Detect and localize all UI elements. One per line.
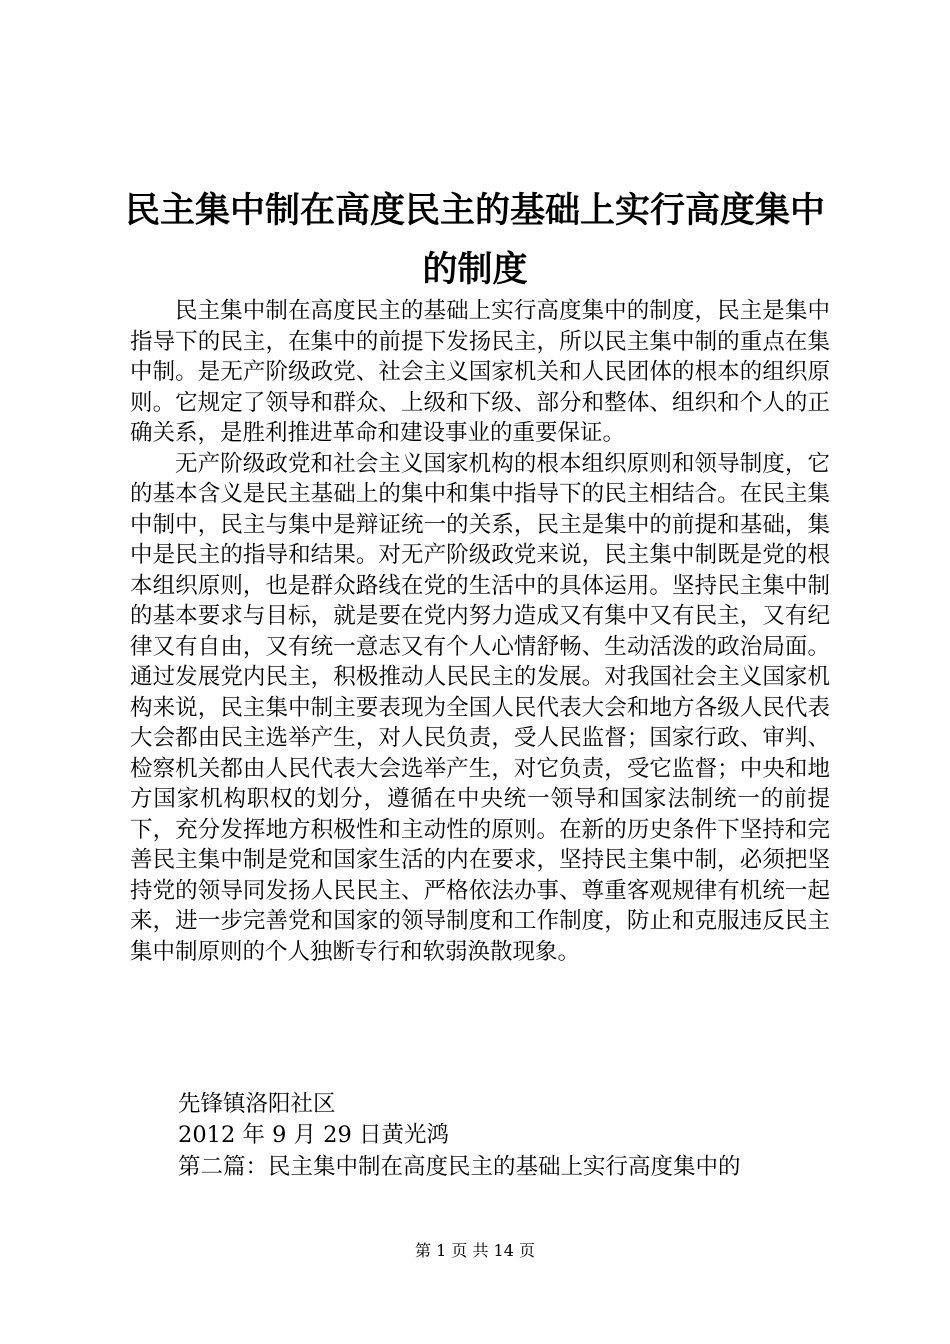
next-section-heading: 第二篇：民主集中制在高度民主的基础上实行高度集中的 (178, 1154, 741, 1180)
page-footer: 第 1 页 共 14 页 (415, 1241, 535, 1260)
signature-date: 2012 年 9 月 29 日黄光鸿 (178, 1122, 449, 1148)
document-title-line-1: 民主集中制在高度民主的基础上实行高度集中 (124, 191, 825, 231)
body-paragraph-2: 无产阶级政党和社会主义国家机构的根本组织原则和领导制度，它的基本含义是民主基础上的集中和集中指导下的民主相结合。在民主集中制中，民主与集中是辩证统一的关系，民主是集中的前提和基础，集中是民主的指导和结果。对无产阶级政党来说，民主集中制既是党的根本组织原则，也是群众路线在党的生活中的具体运用。坚持民主集中制的基本要求与目标，就是要在党内努力造成又有集中又有民主，又有纪律又有自由，又有统一意志又有个人心情舒畅、生动活泼的政治局面。通过发展党内民主，积极推动人民民主的发展。对我国社会主义国家机构来说，民主集中制主要表现为全国人民代表大会和地方各级人民代表大会都由民主选举产生，对人民负责，受人民监督；国家行政、审判、检察机关都由人民代表大会选举产生，对它负责，受它监督；中央和地方国家机构职权的划分，遵循在中央统一领导和国家法制统一的前提下，充分发挥地方积极性和主动性的原则。在新的历史条件下坚持和完善民主集中制是党和国家生活的内在要求，坚持民主集中制，必须把坚持党的领导同发扬人民民主、严格依法办事、尊重客观规律有机统一起来，进一步完善党和国家的领导制度和工作制度，防止和克服违反民主集中制原则的个人独断专行和软弱涣散现象。 (130, 450, 830, 965)
signature-organization: 先锋镇洛阳社区 (178, 1091, 336, 1117)
document-title-line-2: 的制度 (422, 250, 528, 290)
body-paragraph-1: 民主集中制在高度民主的基础上实行高度集中的制度，民主是集中指导下的民主，在集中的前提下发扬民主，所以民主集中制的重点在集中制。是无产阶级政党、社会主义国家机关和人民团体的根本的组织原则。它规定了领导和群众、上级和下级、部分和整体、组织和个人的正确关系，是胜利推进革命和建设事业的重要保证。 (130, 298, 830, 446)
document-body (130, 296, 830, 967)
